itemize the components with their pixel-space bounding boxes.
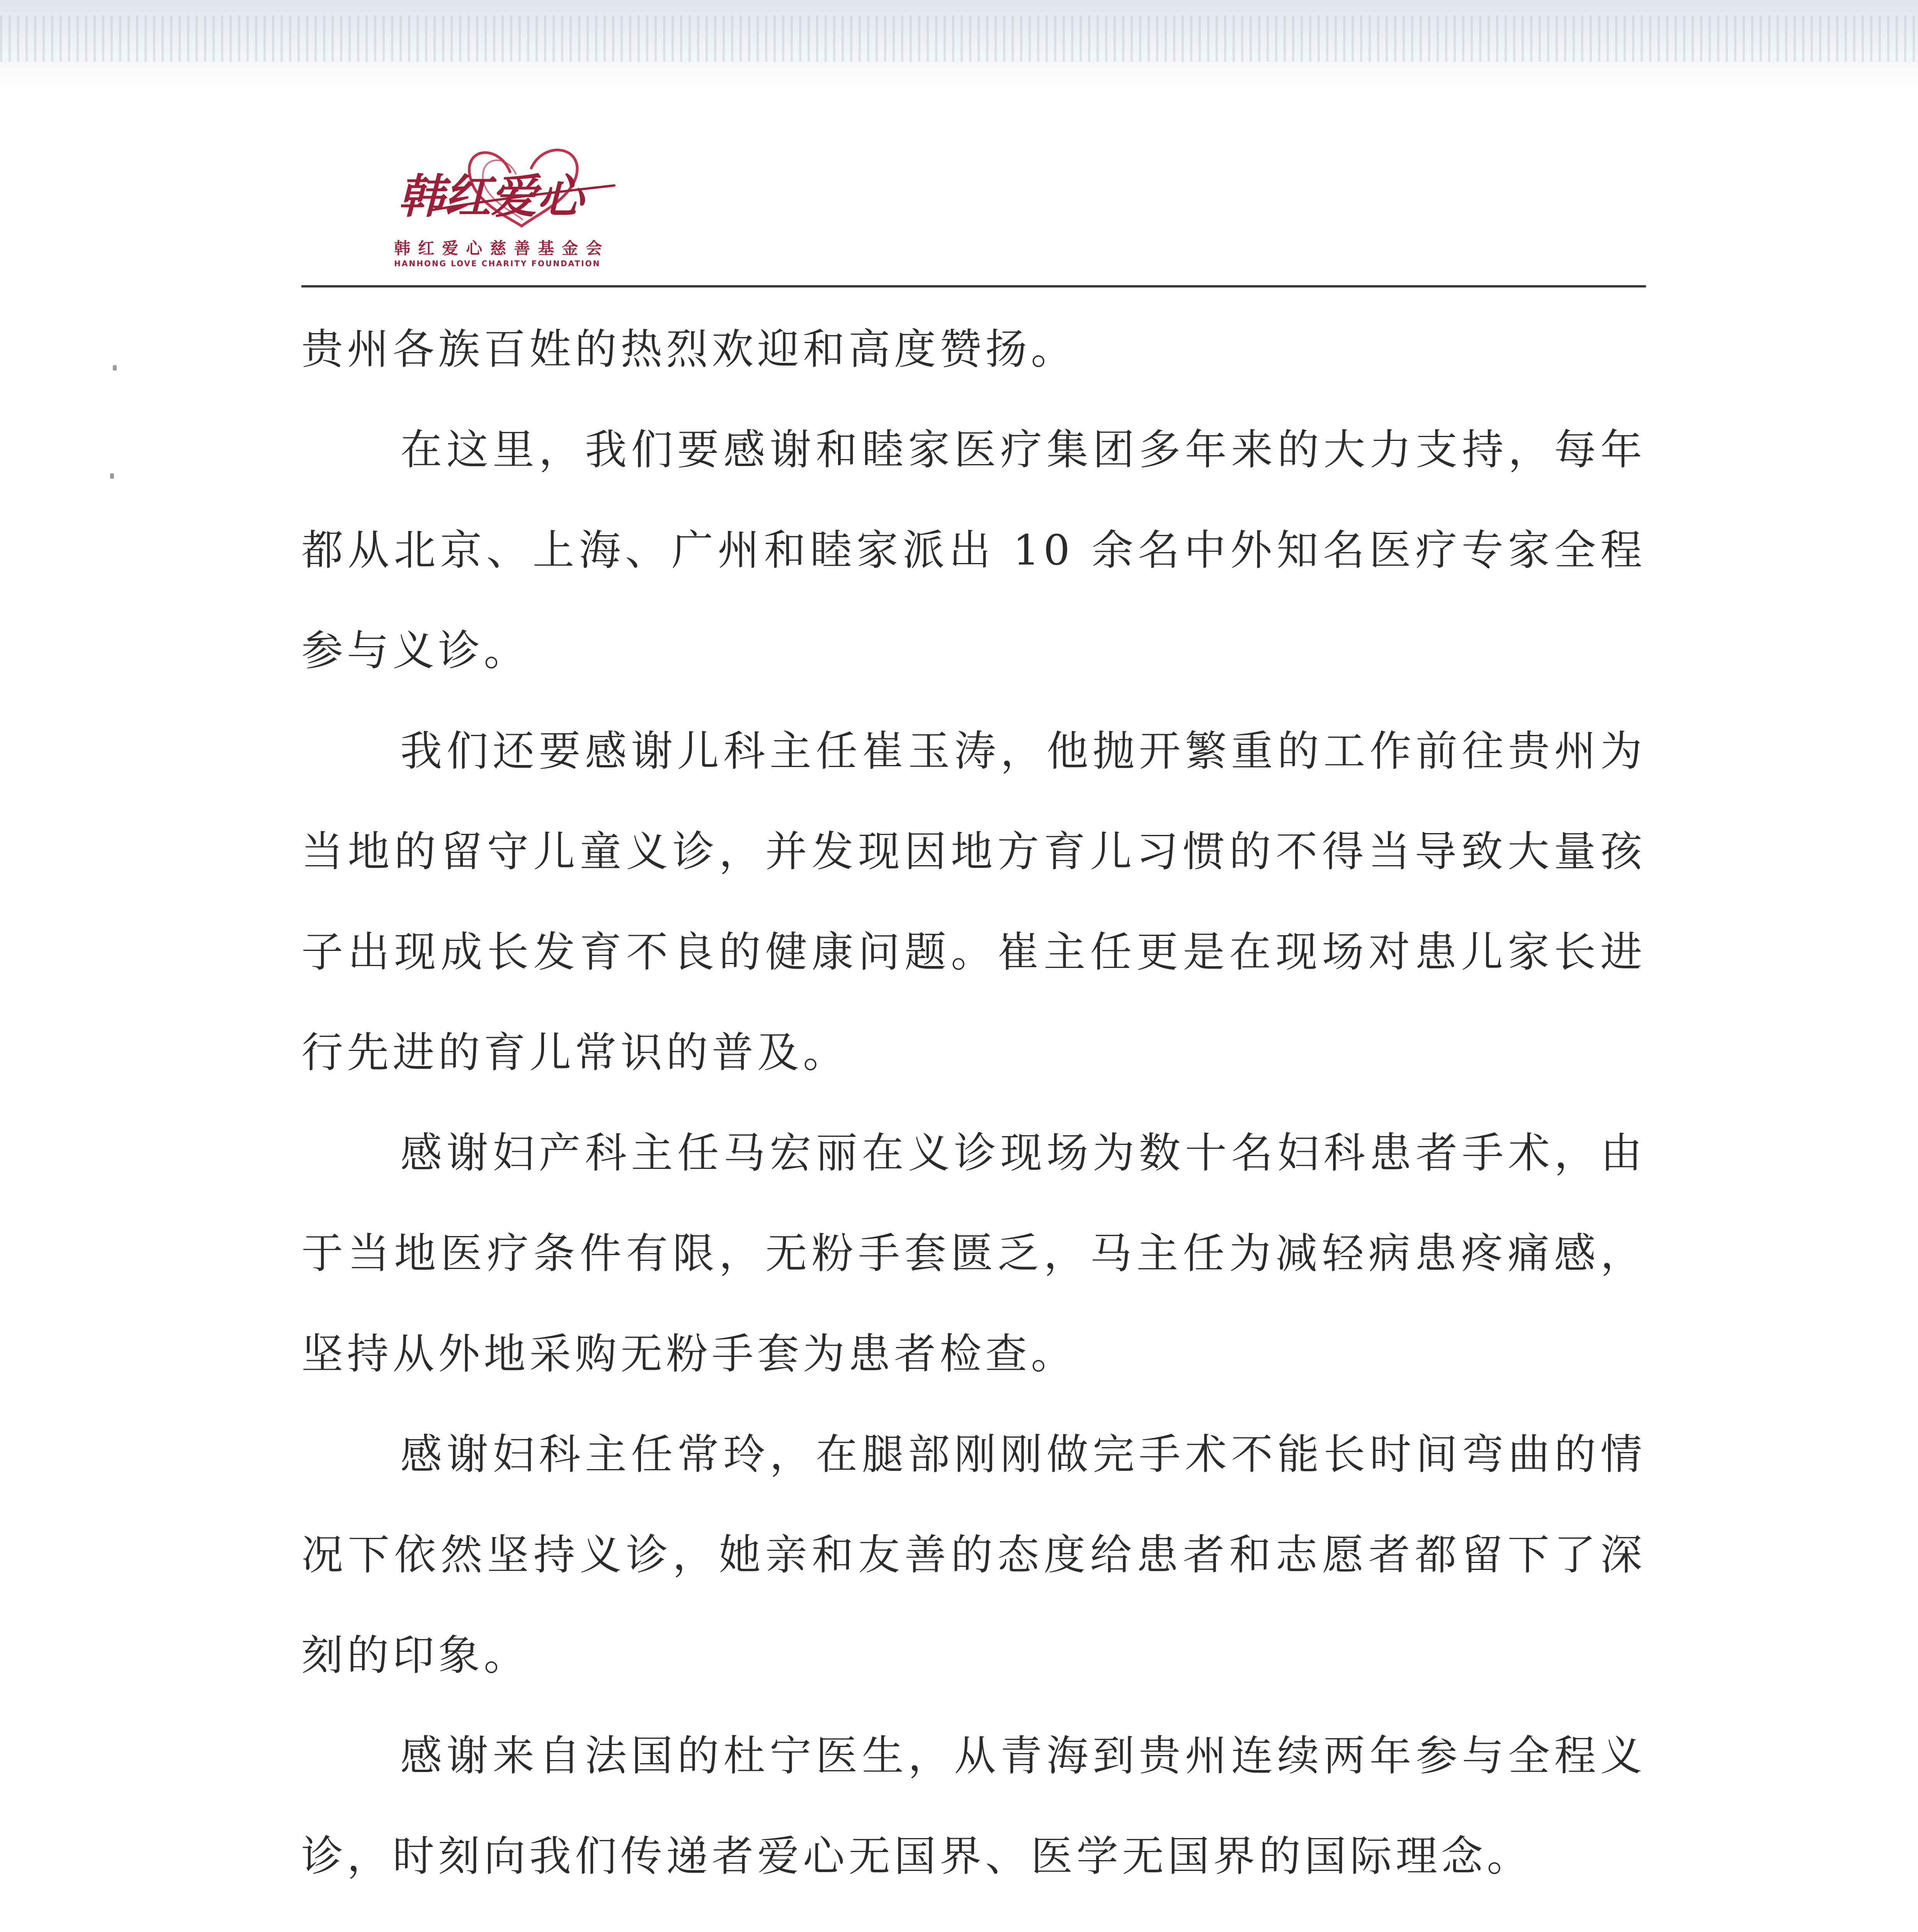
body-paragraph [301, 1907, 1646, 1932]
foundation-logo [383, 135, 645, 274]
header-divider [301, 285, 1646, 287]
scan-speck [110, 473, 114, 479]
scan-edge-artifact [0, 0, 1918, 89]
letter-body [301, 299, 1646, 1932]
body-paragraph: 在这里，我们要感谢和睦家医疗集团多年来的大力支持，每年都从北京、上海、广州和睦家派出 10 余名中外知名医疗专家全程参与义诊。 [301, 426, 1646, 675]
body-paragraph: 感谢来自法国的杜宁医生，从青海到贵州连续两年参与全程义诊，时刻向我们传递者爱心无国界、医学无国界的国际理念。 [301, 1732, 1646, 1881]
body-paragraph: 我们还要感谢儿科主任崔玉涛，他抛开繁重的工作前往贵州为当地的留守儿童义诊，并发现因地方育儿习惯的不得当导致大量孩子出现成长发育不良的健康问题。崔主任更是在现场对患儿家长进行先进的育儿常识的普及。 [301, 727, 1646, 1077]
logo-org-name-en: HANHONG LOVE CHARITY FOUNDATION [394, 259, 601, 268]
body-paragraph: 贵州各族百姓的热烈欢迎和高度赞扬。 [301, 325, 1077, 374]
body-paragraph: 感谢妇科主任常玲，在腿部刚刚做完手术不能长时间弯曲的情况下依然坚持义诊，她亲和友善的态度给患者和志愿者都留下了深刻的印象。 [301, 1430, 1646, 1680]
body-paragraph: 感谢妇产科主任马宏丽在义诊现场为数十名妇科患者手术，由于当地医疗条件有限，无粉手套匮乏，马主任为减轻病患疼痛感，坚持从外地采购无粉手套为患者检查。 [301, 1129, 1646, 1378]
scan-speck [113, 365, 117, 371]
heart-logo-icon [383, 135, 645, 236]
logo-mark-text: 韩红爱心 [398, 169, 583, 224]
logo-org-name-cn: 韩红爱心慈善基金会 [394, 239, 610, 258]
